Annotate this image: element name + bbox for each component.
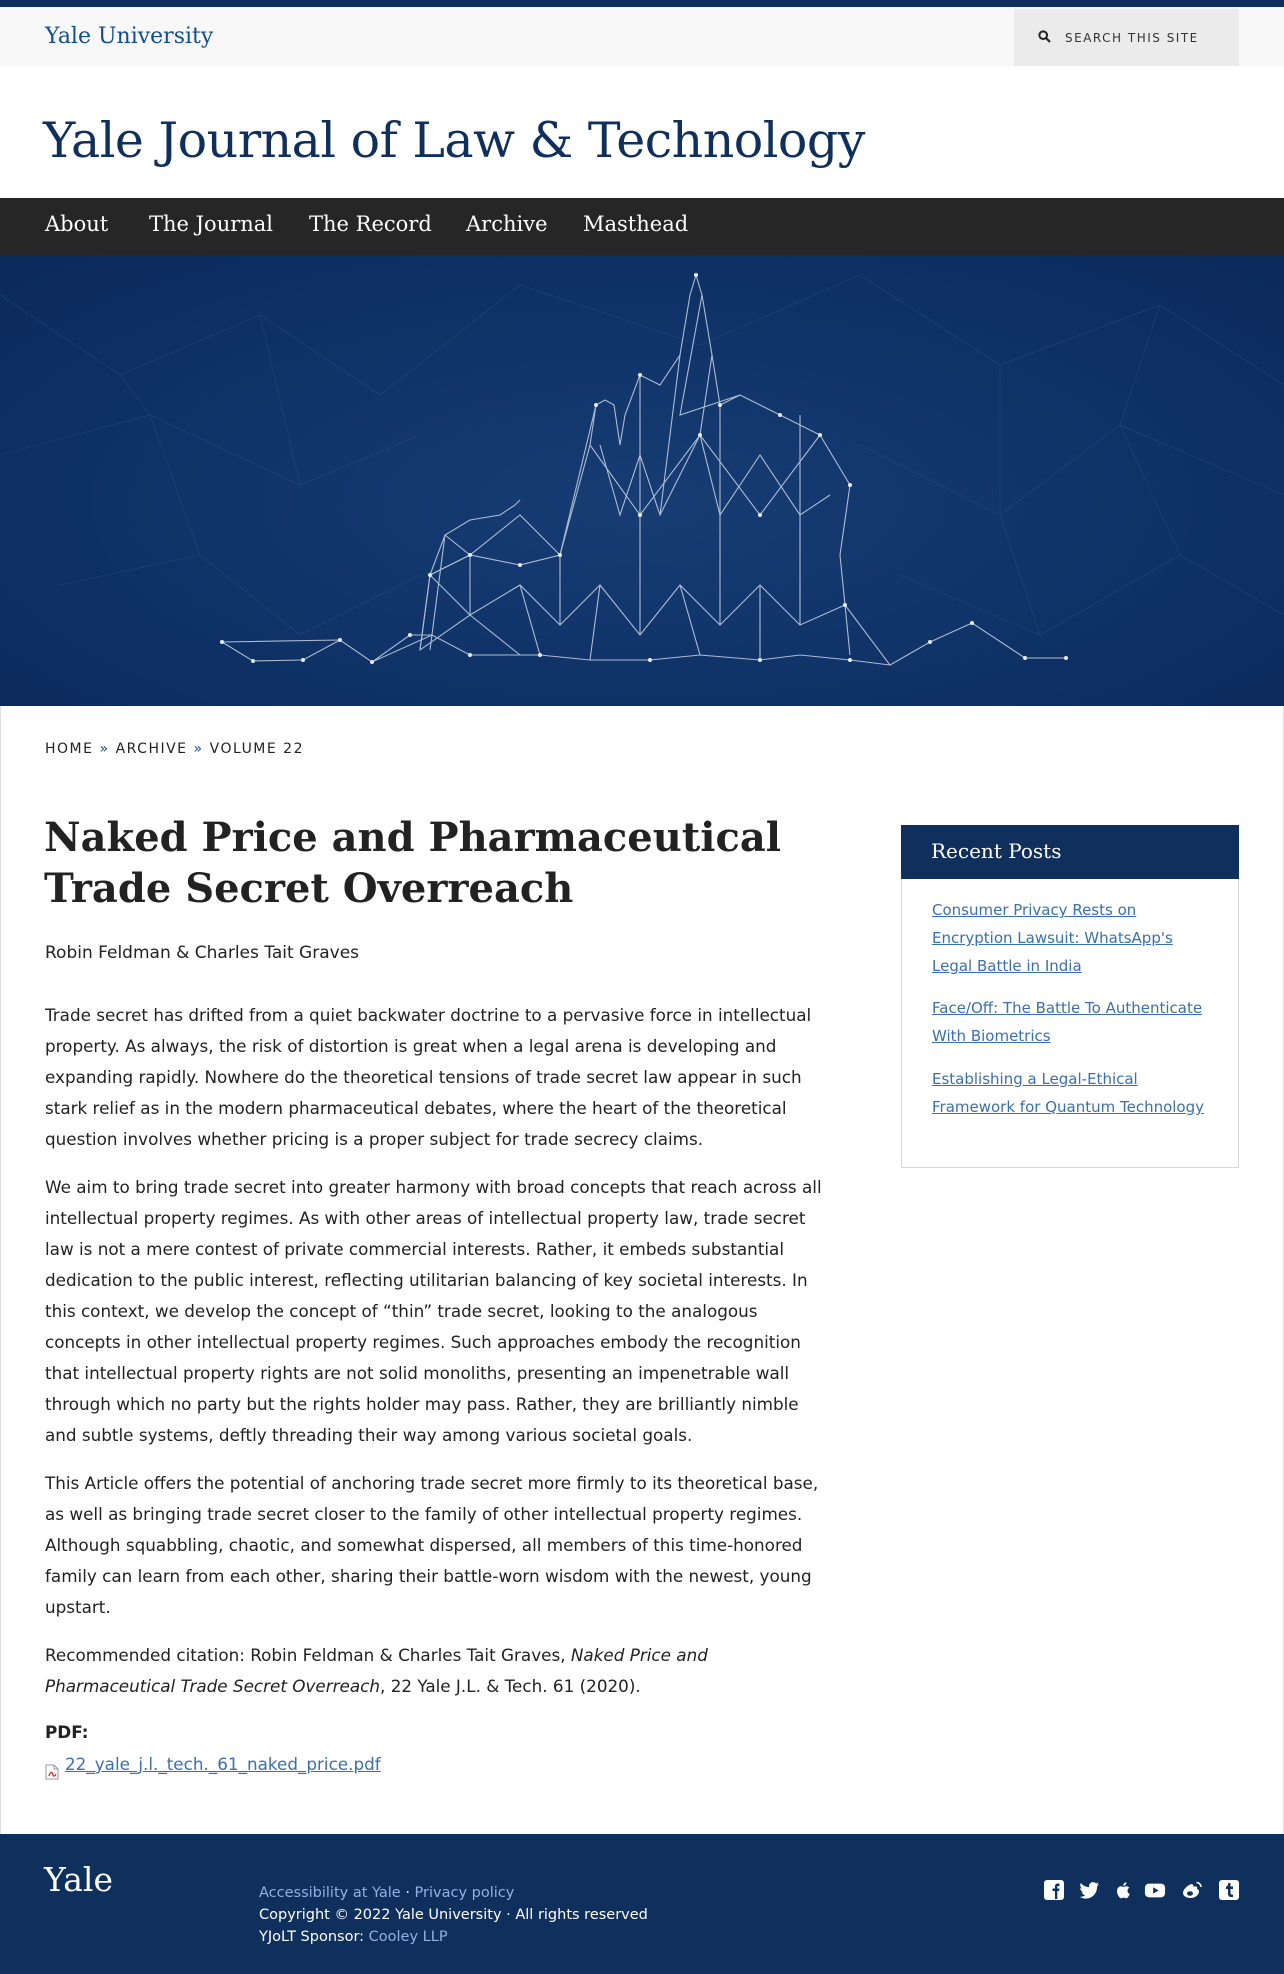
recent-posts-widget [901,825,1239,1168]
recent-post-link[interactable]: Establishing a Legal-Ethical Framework for Quantum Technology [932,1070,1204,1116]
breadcrumb [45,741,304,757]
footer-info [259,1882,648,1948]
recommended-citation [45,1640,825,1702]
article-title: Naked Price and Pharmaceutical Trade Secret Overreach [44,814,781,912]
sponsor-label: YJoLT Sponsor: [259,1929,369,1945]
search-icon [1038,30,1051,43]
footer-dot: · [405,1885,410,1901]
nav-the-journal[interactable]: The Journal [149,212,274,236]
nav-the-record[interactable]: The Record [309,212,432,236]
facebook-icon[interactable] [1043,1879,1065,1901]
breadcrumb-archive[interactable]: ARCHIVE [115,741,188,757]
citation-suffix: , 22 Yale J.L. & Tech. 61 (2020). [380,1676,641,1696]
pdf-download-link[interactable]: 22_yale_j.l._tech._61_naked_price.pdf [65,1754,381,1774]
abstract-paragraph-3: This Article offers the potential of anchoring trade secret more firmly to its theoretical base, as well as bringing trade secret closer to the family of other intellectual property regimes. Although squabbling, chaotic, and somewhat dispersed, all members of this time-honored family can learn from each other, sharing their battle-worn wisdom with the newest, young upstart. [45,1473,819,1617]
main-nav [0,198,1284,255]
privacy-policy-link[interactable]: Privacy policy [414,1885,515,1901]
breadcrumb-separator: » [193,741,204,757]
breadcrumb-current: VOLUME 22 [209,741,304,757]
abstract-paragraph-1: Trade secret has drifted from a quiet backwater doctrine to a pervasive force in intellectual property. As always, the risk of distortion is great when a legal arena is developing and expanding rapidly. Nowhere do the theoretical tensions of trade secret law appear in such stark relief as in the modern pharmaceutical debates, where the heart of the theoretical question involves whether pricing is a proper subject for trade secrecy claims. [45,1005,812,1149]
footer-yale-logo[interactable]: Yale [44,1860,113,1899]
recent-posts-header [901,825,1239,879]
citation-title: Naked Price and Pharmaceutical Trade Secret Overreach [45,1645,708,1696]
copyright-text: Copyright © 2022 Yale University · All rights reserved [259,1907,648,1923]
yale-university-link[interactable]: Yale University [45,24,214,49]
nav-about[interactable]: About [45,212,109,236]
breadcrumb-separator: » [99,741,110,757]
abstract-paragraph-2: We aim to bring trade secret into greater harmony with broad concepts that reach across all intellectual property regimes. As with other areas of intellectual property law, trade secret law is not a mere contest of private commercial interests. Rather, it embeds substantial dedication to the public interest, reflecting utilitarian balancing of key societal interests. In this context, we develop the concept of “thin” trade secret, looking to the analogous concepts in other intellectual property regimes. Such approaches embody the recognition that intellectual property rights are not solid monoliths, presenting an impenetrable wall through which no party but the rights holder may pass. Rather, they are brilliantly nimble and subtle systems, deftly threading their way among various societal goals. [45,1177,822,1445]
pdf-file-icon [45,1764,59,1780]
site-title[interactable]: Yale Journal of Law & Technology [43,112,865,169]
hero-banner [0,255,1284,706]
nav-masthead[interactable]: Masthead [583,212,689,236]
pdf-label: PDF: [45,1722,89,1742]
accessibility-link[interactable]: Accessibility at Yale [259,1885,401,1901]
nav-archive[interactable]: Archive [466,212,548,236]
search-label: SEARCH THIS SITE [1065,31,1199,45]
recent-posts-title: Recent Posts [931,839,1062,863]
tumblr-icon[interactable] [1218,1879,1240,1901]
recent-post-link[interactable]: Consumer Privacy Rests on Encryption Lawsuit: WhatsApp's Legal Battle in India [932,901,1173,975]
twitter-icon[interactable] [1078,1879,1100,1901]
recent-post-link[interactable]: Face/Off: The Battle To Authenticate With Biometrics [932,999,1203,1045]
top-bar [0,0,1284,66]
article-authors: Robin Feldman & Charles Tait Graves [45,943,360,963]
site-footer [0,1834,1284,1974]
youtube-icon[interactable] [1144,1879,1166,1901]
wireframe-building-illustration [0,255,1284,706]
search-button[interactable] [1014,9,1239,66]
sponsor-link[interactable]: Cooley LLP [368,1929,448,1945]
citation-prefix: Recommended citation: Robin Feldman & Charles Tait Graves, [45,1645,571,1665]
breadcrumb-home[interactable]: HOME [45,741,94,757]
apple-icon[interactable] [1112,1879,1134,1901]
weibo-icon[interactable] [1181,1879,1203,1901]
